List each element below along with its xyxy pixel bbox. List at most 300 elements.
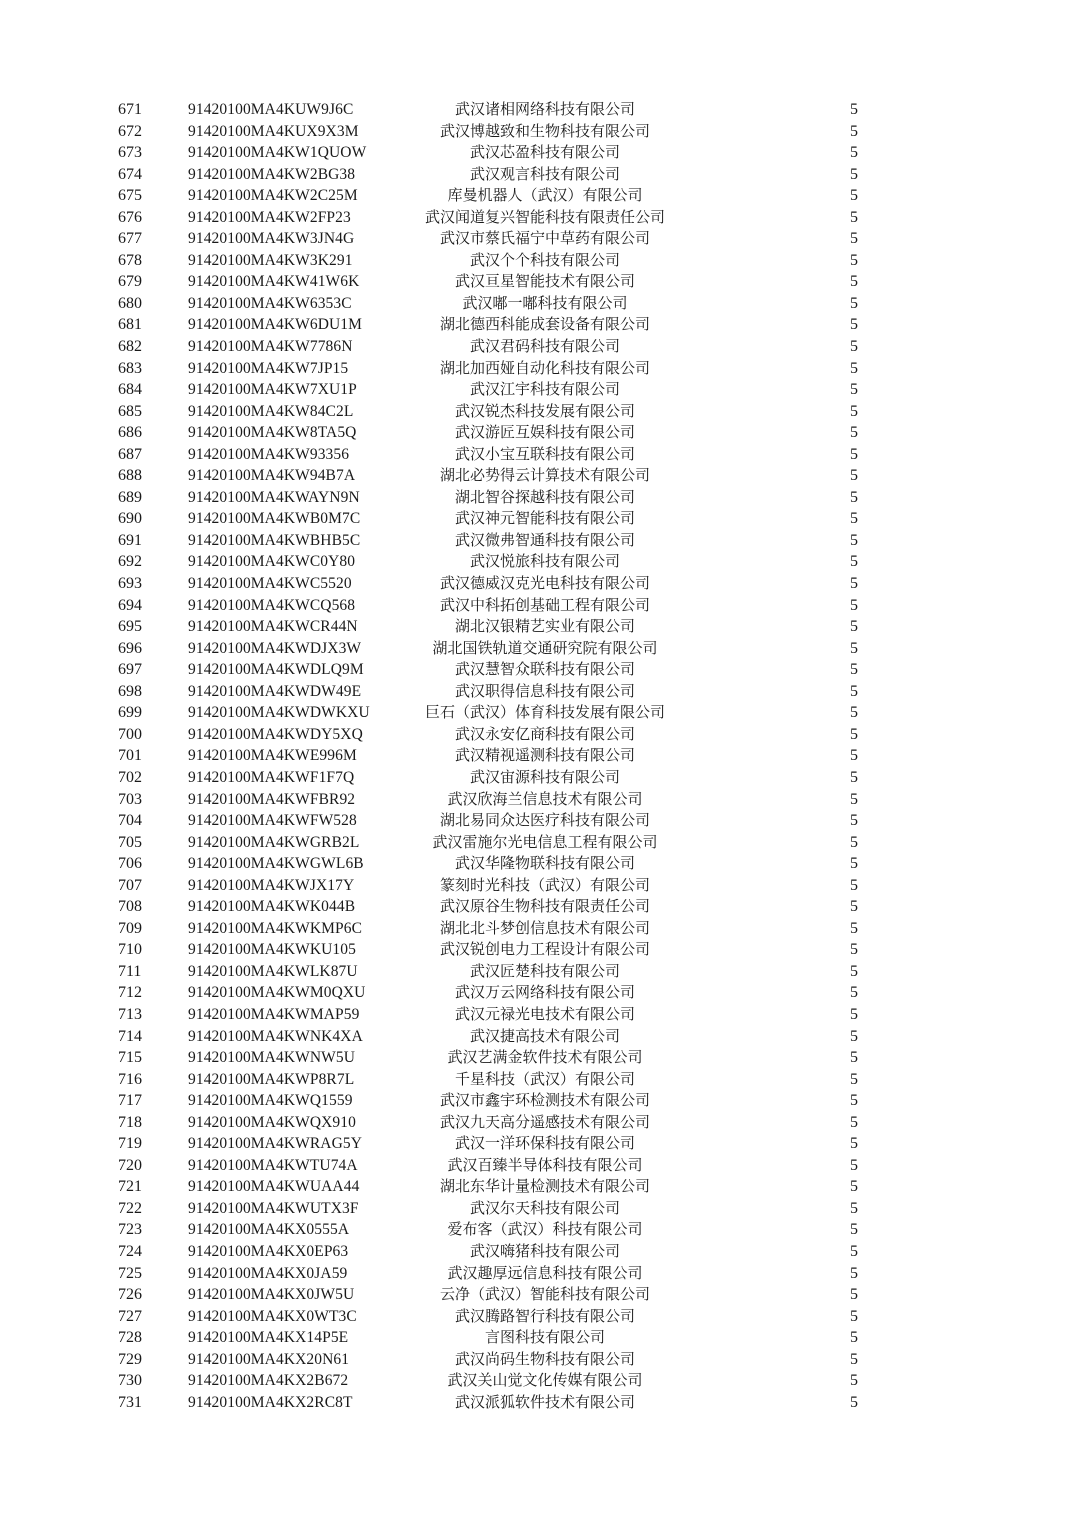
table-row — [0, 271, 1080, 293]
table-row — [0, 896, 1080, 918]
company-name: 武汉雷施尔光电信息工程有限公司 — [432, 832, 658, 851]
row-number: 704 — [118, 812, 142, 830]
company-name: 武汉关山觉文化传媒有限公司 — [447, 1371, 643, 1390]
table-row — [0, 99, 1080, 121]
table-row — [0, 1176, 1080, 1198]
company-name: 云净（武汉）智能科技有限公司 — [439, 1285, 650, 1304]
credit-code: 91420100MA4KX0JW5U — [188, 1286, 355, 1304]
company-name: 武汉趣厚远信息科技有限公司 — [447, 1263, 643, 1282]
table-row — [0, 250, 1080, 272]
table-row — [0, 1090, 1080, 1112]
row-number: 679 — [118, 273, 142, 291]
row-number: 682 — [118, 338, 142, 356]
row-number: 720 — [118, 1156, 142, 1174]
company-name: 武汉诸相网络科技有限公司 — [454, 100, 635, 118]
score: 5 — [850, 833, 858, 851]
table-row — [0, 228, 1080, 250]
company-name: 武汉嘟一嘟科技有限公司 — [462, 293, 628, 312]
table-row — [0, 293, 1080, 315]
score: 5 — [850, 1049, 858, 1067]
score: 5 — [850, 596, 858, 614]
credit-code: 91420100MA4KWGRB2L — [188, 833, 360, 851]
table-row — [0, 164, 1080, 186]
company-name: 武汉锐创电力工程设计有限公司 — [439, 940, 650, 959]
table-row — [0, 358, 1080, 380]
company-name: 武汉市鑫宇环检测技术有限公司 — [439, 1091, 650, 1110]
credit-code: 91420100MA4KX20N61 — [188, 1350, 350, 1368]
table-row — [0, 422, 1080, 444]
score: 5 — [850, 359, 858, 377]
table-row — [0, 121, 1080, 143]
score: 5 — [850, 1350, 858, 1368]
company-name: 湖北必势得云计算技术有限公司 — [439, 466, 650, 485]
score: 5 — [850, 467, 858, 485]
table-row — [0, 767, 1080, 789]
table-row — [0, 595, 1080, 617]
row-number: 705 — [118, 833, 142, 851]
score: 5 — [850, 855, 858, 873]
company-name: 武汉芯盈科技有限公司 — [469, 143, 620, 162]
credit-code: 91420100MA4KWF1F7Q — [188, 768, 355, 786]
row-number: 708 — [118, 898, 142, 916]
row-number: 691 — [118, 531, 142, 549]
row-number: 673 — [118, 144, 142, 162]
score: 5 — [850, 553, 858, 571]
score: 5 — [850, 531, 858, 549]
credit-code: 91420100MA4KW7JP15 — [188, 359, 349, 377]
credit-code: 91420100MA4KW2C25M — [188, 187, 358, 205]
table-row — [0, 1004, 1080, 1026]
score: 5 — [850, 144, 858, 162]
credit-code: 91420100MA4KWC5520 — [188, 575, 352, 593]
row-number: 698 — [118, 682, 142, 700]
company-name: 武汉元禄光电技术有限公司 — [454, 1004, 635, 1023]
company-name: 湖北北斗梦创信息技术有限公司 — [439, 918, 650, 937]
credit-code: 91420100MA4KWE996M — [188, 747, 357, 765]
row-number: 690 — [118, 510, 142, 528]
score: 5 — [850, 747, 858, 765]
score: 5 — [850, 1307, 858, 1325]
row-number: 685 — [118, 402, 142, 420]
table-row — [0, 832, 1080, 854]
table-row — [0, 1263, 1080, 1285]
credit-code: 91420100MA4KWGWL6B — [188, 855, 364, 873]
row-number: 683 — [118, 359, 142, 377]
credit-code: 91420100MA4KWCR44N — [188, 618, 358, 636]
company-name: 言图科技有限公司 — [484, 1328, 605, 1347]
credit-code: 91420100MA4KW7786N — [188, 338, 353, 356]
company-name: 武汉欣海兰信息技术有限公司 — [447, 789, 643, 808]
score: 5 — [850, 1113, 858, 1131]
credit-code: 91420100MA4KWDY5XQ — [188, 725, 363, 743]
company-table — [0, 99, 1080, 1413]
table-row — [0, 659, 1080, 681]
score: 5 — [850, 682, 858, 700]
row-number: 688 — [118, 467, 142, 485]
score: 5 — [850, 962, 858, 980]
credit-code: 91420100MA4KX2B672 — [188, 1372, 349, 1390]
table-row — [0, 1327, 1080, 1349]
credit-code: 91420100MA4KWNW5U — [188, 1049, 356, 1067]
table-row — [0, 401, 1080, 423]
row-number: 729 — [118, 1350, 142, 1368]
table-row — [0, 142, 1080, 164]
credit-code: 91420100MA4KWK044B — [188, 898, 356, 916]
score: 5 — [850, 510, 858, 528]
company-name: 武汉微弗智通科技有限公司 — [454, 530, 635, 549]
row-number: 714 — [118, 1027, 142, 1045]
score: 5 — [850, 768, 858, 786]
score: 5 — [850, 165, 858, 183]
credit-code: 91420100MA4KUW9J6C — [188, 101, 354, 118]
company-name: 千星科技（武汉）有限公司 — [454, 1069, 635, 1088]
score: 5 — [850, 941, 858, 959]
score: 5 — [850, 704, 858, 722]
row-number: 697 — [118, 661, 142, 679]
table-row — [0, 918, 1080, 940]
table-row — [0, 551, 1080, 573]
company-name: 武汉派狐软件技术有限公司 — [454, 1392, 635, 1411]
score: 5 — [850, 381, 858, 399]
table-row — [0, 314, 1080, 336]
row-number: 675 — [118, 187, 142, 205]
table-row — [0, 1026, 1080, 1048]
company-name: 武汉九天高分遥感技术有限公司 — [439, 1112, 650, 1131]
credit-code: 91420100MA4KWM0QXU — [188, 984, 366, 1002]
row-number: 719 — [118, 1135, 142, 1153]
company-name: 湖北易同众达医疗科技有限公司 — [439, 811, 650, 830]
score: 5 — [850, 1005, 858, 1023]
company-name: 武汉闻道复兴智能科技有限责任公司 — [424, 207, 665, 226]
row-number: 687 — [118, 445, 142, 463]
row-number: 693 — [118, 575, 142, 593]
score: 5 — [850, 208, 858, 226]
credit-code: 91420100MA4KWQX910 — [188, 1113, 356, 1131]
score: 5 — [850, 488, 858, 506]
credit-code: 91420100MA4KWQ1559 — [188, 1092, 353, 1110]
table-row — [0, 702, 1080, 724]
row-number: 707 — [118, 876, 142, 894]
row-number: 686 — [118, 424, 142, 442]
score: 5 — [850, 251, 858, 269]
company-name: 武汉悦旅科技有限公司 — [469, 552, 620, 571]
table-row — [0, 1047, 1080, 1069]
company-name: 篆刻时光科技（武汉）有限公司 — [439, 875, 650, 894]
company-name: 武汉博越致和生物科技有限公司 — [439, 121, 650, 140]
score: 5 — [850, 101, 858, 118]
table-row — [0, 1306, 1080, 1328]
score: 5 — [850, 1178, 858, 1196]
table-row — [0, 616, 1080, 638]
credit-code: 91420100MA4KWUTX3F — [188, 1199, 359, 1217]
company-name: 武汉嗨猪科技有限公司 — [469, 1241, 620, 1260]
credit-code: 91420100MA4KWDLQ9M — [188, 661, 364, 679]
score: 5 — [850, 898, 858, 916]
credit-code: 91420100MA4KWNK4XA — [188, 1027, 363, 1045]
credit-code: 91420100MA4KWBHB5C — [188, 531, 361, 549]
credit-code: 91420100MA4KWLK87U — [188, 962, 358, 980]
score: 5 — [850, 187, 858, 205]
row-number: 711 — [118, 962, 142, 980]
credit-code: 91420100MA4KW6353C — [188, 294, 352, 312]
company-name: 武汉慧智众联科技有限公司 — [454, 660, 635, 679]
credit-code: 91420100MA4KWDWKXU — [188, 704, 370, 722]
table-row — [0, 961, 1080, 983]
company-name: 武汉锐杰科技发展有限公司 — [454, 401, 635, 420]
row-number: 677 — [118, 230, 142, 248]
credit-code: 91420100MA4KX0JA59 — [188, 1264, 348, 1282]
credit-code: 91420100MA4KWB0M7C — [188, 510, 361, 528]
company-name: 武汉观言科技有限公司 — [469, 164, 620, 183]
credit-code: 91420100MA4KW2FP23 — [188, 208, 351, 226]
row-number: 713 — [118, 1005, 142, 1023]
credit-code: 91420100MA4KW41W6K — [188, 273, 360, 291]
row-number: 689 — [118, 488, 142, 506]
score: 5 — [850, 122, 858, 140]
table-row — [0, 379, 1080, 401]
credit-code: 91420100MA4KWKMP6C — [188, 919, 363, 937]
table-row — [0, 1392, 1080, 1414]
credit-code: 91420100MA4KX0WT3C — [188, 1307, 357, 1325]
table-row — [0, 1349, 1080, 1371]
row-number: 694 — [118, 596, 142, 614]
score: 5 — [850, 725, 858, 743]
table-row — [0, 207, 1080, 229]
credit-code: 91420100MA4KW8TA5Q — [188, 424, 357, 442]
table-row — [0, 681, 1080, 703]
score: 5 — [850, 575, 858, 593]
row-number: 726 — [118, 1286, 142, 1304]
credit-code: 91420100MA4KX0EP63 — [188, 1242, 349, 1260]
row-number: 716 — [118, 1070, 142, 1088]
table-row — [0, 638, 1080, 660]
company-name: 武汉艺满金软件技术有限公司 — [447, 1048, 643, 1067]
score: 5 — [850, 790, 858, 808]
company-name: 武汉德威汉克光电科技有限公司 — [439, 574, 650, 593]
table-row — [0, 1198, 1080, 1220]
row-number: 724 — [118, 1242, 142, 1260]
credit-code: 91420100MA4KWC0Y80 — [188, 553, 356, 571]
row-number: 728 — [118, 1329, 142, 1347]
row-number: 712 — [118, 984, 142, 1002]
table-row — [0, 982, 1080, 1004]
score: 5 — [850, 639, 858, 657]
table-row — [0, 810, 1080, 832]
row-number: 701 — [118, 747, 142, 765]
score: 5 — [850, 1372, 858, 1390]
credit-code: 91420100MA4KX0555A — [188, 1221, 350, 1239]
table-row — [0, 530, 1080, 552]
credit-code: 91420100MA4KWKU105 — [188, 941, 356, 959]
row-number: 676 — [118, 208, 142, 226]
score: 5 — [850, 1027, 858, 1045]
credit-code: 91420100MA4KWCQ568 — [188, 596, 356, 614]
table-row — [0, 185, 1080, 207]
company-name: 库曼机器人（武汉）有限公司 — [447, 186, 643, 205]
score: 5 — [850, 1156, 858, 1174]
row-number: 678 — [118, 251, 142, 269]
table-row — [0, 1155, 1080, 1177]
credit-code: 91420100MA4KW3K291 — [188, 251, 353, 269]
table-row — [0, 1284, 1080, 1306]
credit-code: 91420100MA4KW3JN4G — [188, 230, 355, 248]
score: 5 — [850, 294, 858, 312]
company-name: 武汉万云网络科技有限公司 — [454, 983, 635, 1002]
credit-code: 91420100MA4KW1QUOW — [188, 144, 367, 162]
company-name: 湖北东华计量检测技术有限公司 — [439, 1177, 650, 1196]
credit-code: 91420100MA4KX14P5E — [188, 1329, 349, 1347]
table-row — [0, 1133, 1080, 1155]
score: 5 — [850, 445, 858, 463]
row-number: 730 — [118, 1372, 142, 1390]
score: 5 — [850, 273, 858, 291]
row-number: 703 — [118, 790, 142, 808]
table-row — [0, 465, 1080, 487]
score: 5 — [850, 230, 858, 248]
company-name: 武汉小宝互联科技有限公司 — [454, 444, 635, 463]
row-number: 692 — [118, 553, 142, 571]
row-number: 681 — [118, 316, 142, 334]
company-name: 武汉华隆物联科技有限公司 — [454, 854, 635, 873]
row-number: 723 — [118, 1221, 142, 1239]
company-name: 武汉游匠互娱科技有限公司 — [454, 423, 635, 442]
company-name: 武汉宙源科技有限公司 — [469, 767, 620, 786]
company-name: 武汉腾路智行科技有限公司 — [454, 1306, 635, 1325]
score: 5 — [850, 402, 858, 420]
company-name: 湖北德西科能成套设备有限公司 — [439, 315, 650, 334]
row-number: 700 — [118, 725, 142, 743]
credit-code: 91420100MA4KWTU74A — [188, 1156, 358, 1174]
score: 5 — [850, 1286, 858, 1304]
row-number: 672 — [118, 122, 142, 140]
company-name: 武汉中科拓创基础工程有限公司 — [439, 595, 650, 614]
table-row — [0, 1219, 1080, 1241]
table-row — [0, 724, 1080, 746]
row-number: 717 — [118, 1092, 142, 1110]
company-name: 武汉个个科技有限公司 — [469, 250, 620, 269]
company-name: 武汉江宇科技有限公司 — [469, 380, 620, 399]
score: 5 — [850, 1199, 858, 1217]
table-row — [0, 336, 1080, 358]
row-number: 727 — [118, 1307, 142, 1325]
score: 5 — [850, 1135, 858, 1153]
credit-code: 91420100MA4KWDW49E — [188, 682, 362, 700]
row-number: 684 — [118, 381, 142, 399]
company-name: 武汉君码科技有限公司 — [469, 337, 620, 356]
company-name: 爱布客（武汉）科技有限公司 — [447, 1220, 643, 1239]
table-row — [0, 508, 1080, 530]
table-row — [0, 939, 1080, 961]
credit-code: 91420100MA4KWUAA44 — [188, 1178, 360, 1196]
company-name: 武汉原谷生物科技有限责任公司 — [439, 897, 650, 916]
row-number: 709 — [118, 919, 142, 937]
credit-code: 91420100MA4KX2RC8T — [188, 1393, 353, 1411]
company-name: 武汉尔天科技有限公司 — [469, 1198, 620, 1217]
company-name: 武汉市蔡氏福宁中草药有限公司 — [439, 229, 650, 248]
company-name: 武汉尚码生物科技有限公司 — [454, 1349, 635, 1368]
credit-code: 91420100MA4KWFBR92 — [188, 790, 356, 808]
company-name: 湖北加西娅自动化科技有限公司 — [439, 358, 650, 377]
score: 5 — [850, 876, 858, 894]
company-name: 武汉百臻半导体科技有限公司 — [447, 1155, 643, 1174]
row-number: 725 — [118, 1264, 142, 1282]
row-number: 699 — [118, 704, 142, 722]
table-row — [0, 1112, 1080, 1134]
row-number: 731 — [118, 1393, 142, 1411]
score: 5 — [850, 1221, 858, 1239]
row-number: 702 — [118, 768, 142, 786]
score: 5 — [850, 1264, 858, 1282]
company-name: 武汉一洋环保科技有限公司 — [454, 1134, 635, 1153]
company-name: 武汉职得信息科技有限公司 — [454, 681, 635, 700]
score: 5 — [850, 1092, 858, 1110]
table-row — [0, 487, 1080, 509]
company-name: 武汉捷高技术有限公司 — [469, 1026, 620, 1045]
score: 5 — [850, 661, 858, 679]
score: 5 — [850, 1242, 858, 1260]
score: 5 — [850, 618, 858, 636]
table-row — [0, 573, 1080, 595]
credit-code: 91420100MA4KWAYN9N — [188, 488, 360, 506]
row-number: 718 — [118, 1113, 142, 1131]
credit-code: 91420100MA4KUX9X3M — [188, 122, 359, 140]
row-number: 721 — [118, 1178, 142, 1196]
row-number: 715 — [118, 1049, 142, 1067]
credit-code: 91420100MA4KW93356 — [188, 445, 350, 463]
credit-code: 91420100MA4KW84C2L — [188, 402, 354, 420]
company-name: 湖北汉银精艺实业有限公司 — [454, 617, 635, 636]
score: 5 — [850, 316, 858, 334]
company-name: 武汉永安亿商科技有限公司 — [454, 724, 635, 743]
score: 5 — [850, 984, 858, 1002]
score: 5 — [850, 812, 858, 830]
row-number: 695 — [118, 618, 142, 636]
score: 5 — [850, 338, 858, 356]
company-name: 湖北国铁轨道交通研究院有限公司 — [432, 638, 658, 657]
credit-code: 91420100MA4KWP8R7L — [188, 1070, 355, 1088]
row-number: 710 — [118, 941, 142, 959]
table-row — [0, 745, 1080, 767]
company-name: 巨石（武汉）体育科技发展有限公司 — [424, 703, 665, 722]
row-number: 696 — [118, 639, 142, 657]
company-name: 武汉匠楚科技有限公司 — [469, 961, 620, 980]
credit-code: 91420100MA4KWRAG5Y — [188, 1135, 363, 1153]
score: 5 — [850, 1329, 858, 1347]
table-row — [0, 444, 1080, 466]
credit-code: 91420100MA4KW7XU1P — [188, 381, 357, 399]
row-number: 671 — [118, 101, 142, 118]
row-number: 722 — [118, 1199, 142, 1217]
score: 5 — [850, 919, 858, 937]
credit-code: 91420100MA4KWJX17Y — [188, 876, 355, 894]
score: 5 — [850, 424, 858, 442]
table-row — [0, 853, 1080, 875]
row-number: 706 — [118, 855, 142, 873]
table-row — [0, 1241, 1080, 1263]
credit-code: 91420100MA4KW2BG38 — [188, 165, 356, 183]
table-row — [0, 1370, 1080, 1392]
credit-code: 91420100MA4KWMAP59 — [188, 1005, 360, 1023]
row-number: 674 — [118, 165, 142, 183]
credit-code: 91420100MA4KW94B7A — [188, 467, 356, 485]
score: 5 — [850, 1070, 858, 1088]
table-row — [0, 1069, 1080, 1091]
table-row — [0, 875, 1080, 897]
credit-code: 91420100MA4KWFW528 — [188, 812, 357, 830]
table-row — [0, 789, 1080, 811]
credit-code: 91420100MA4KW6DU1M — [188, 316, 363, 334]
row-number: 680 — [118, 294, 142, 312]
